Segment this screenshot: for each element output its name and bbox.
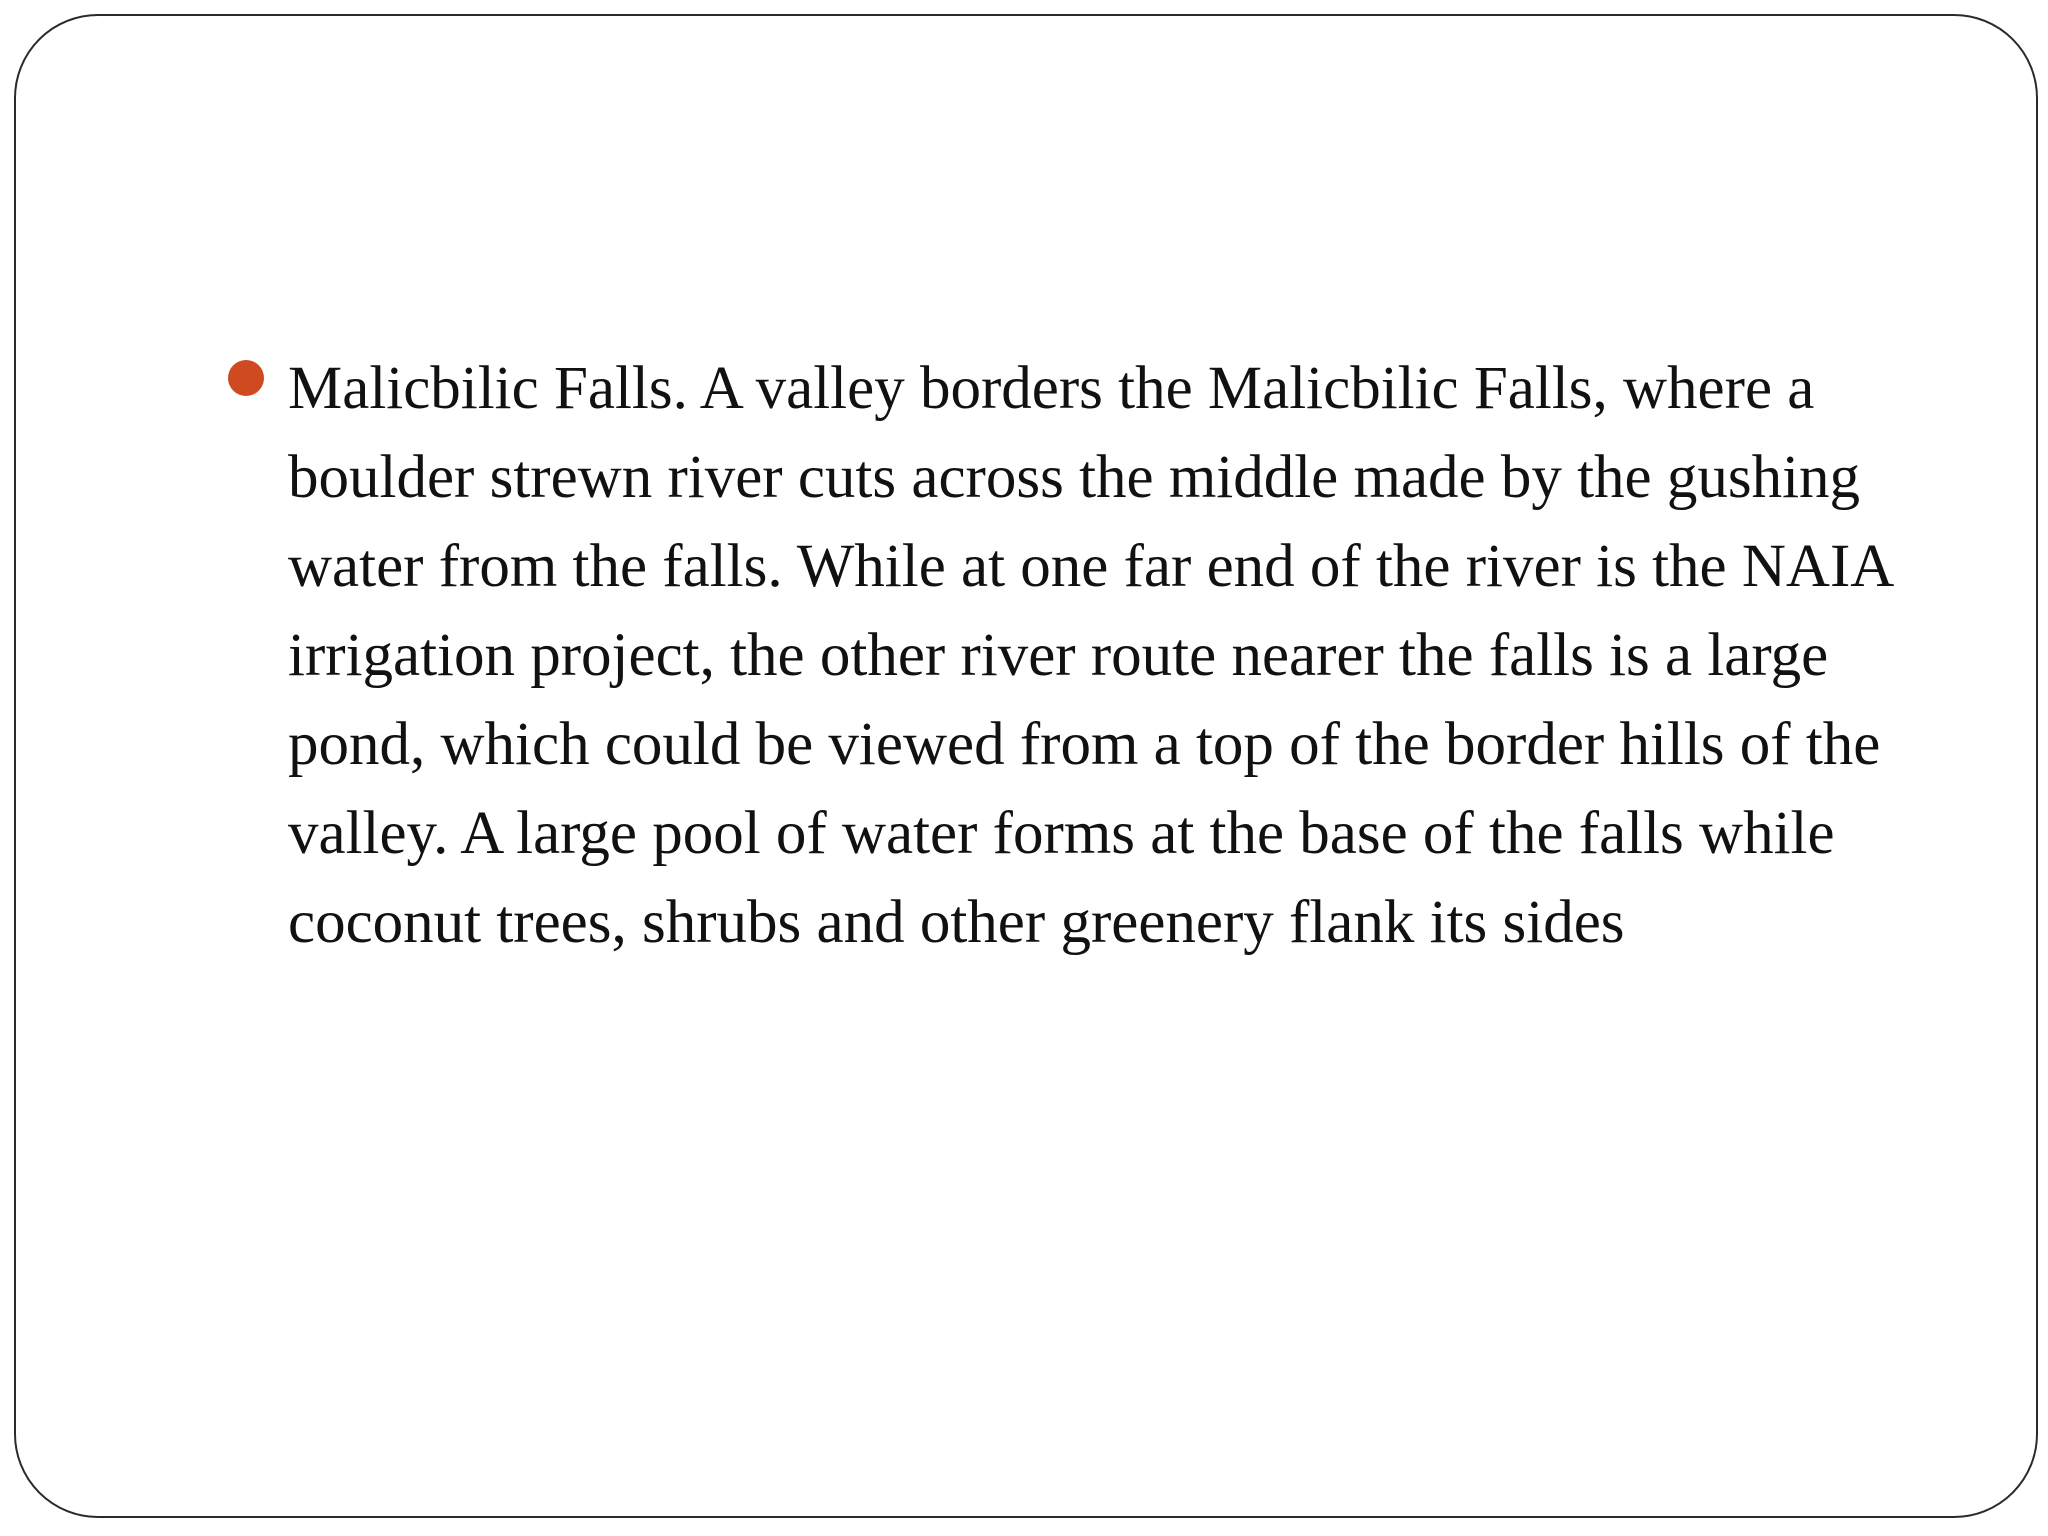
slide-content: [228, 344, 1948, 967]
bullet-item: [228, 344, 1948, 967]
bullet-text: Malicbilic Falls. A valley borders the Malicbilic Falls, where a boulder strewn river cuts across the middle made by the gushing water from the falls. While at one far end of the river is the NAIA irrigation project, the other river route nearer the falls is a large pond, which could be viewed from a top of the border hills of the valley. A large pool of water forms at the base of the falls while coconut trees, shrubs and other greenery flank its sides: [288, 355, 1907, 956]
bullet-dot-icon: [228, 360, 264, 396]
